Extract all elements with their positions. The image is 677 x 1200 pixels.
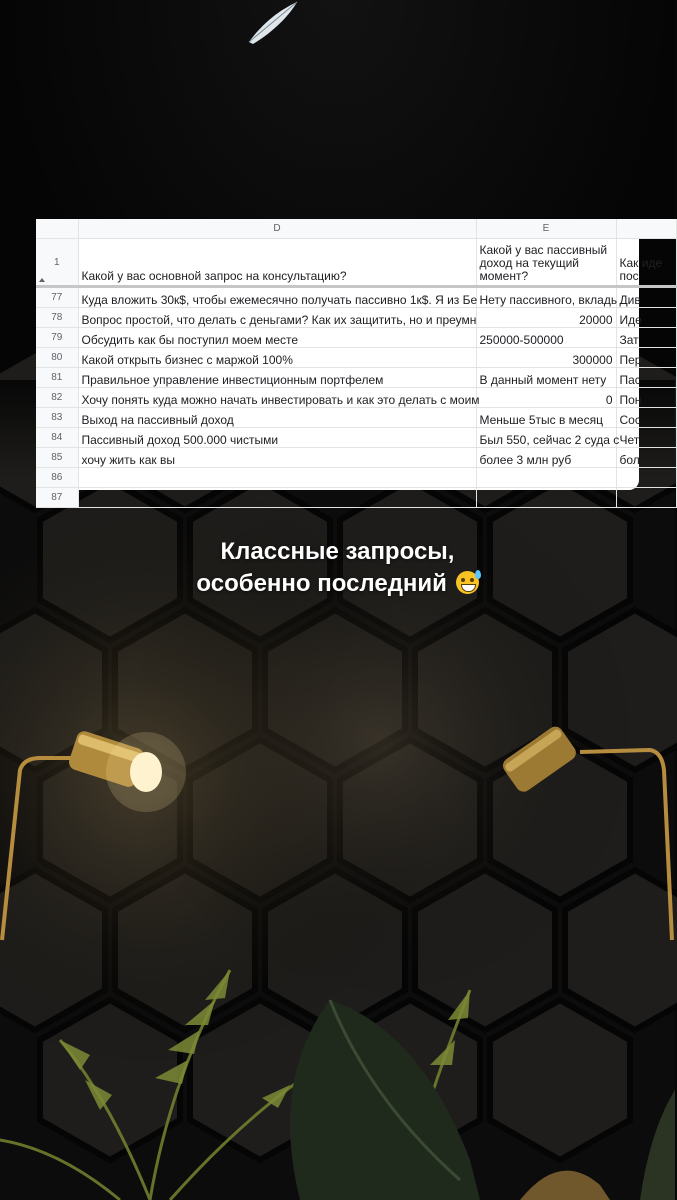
cell-next[interactable]: Пер	[616, 348, 676, 368]
cell-passive-income[interactable]: 250000-500000	[476, 328, 616, 348]
header-cell-request[interactable]: Какой у вас основной запрос на консультацию?	[78, 239, 476, 287]
row-number[interactable]: 81	[36, 368, 78, 388]
cell-passive-income[interactable]	[476, 468, 616, 488]
table-row	[36, 308, 676, 328]
cell-passive-income[interactable]	[476, 488, 616, 508]
cell-request[interactable]: Выход на пассивный доход	[78, 408, 476, 428]
row-number[interactable]: 85	[36, 448, 78, 468]
cell-next[interactable]: Чет	[616, 428, 676, 448]
cell-request[interactable]: хочу жить как вы	[78, 448, 476, 468]
row-number[interactable]: 82	[36, 388, 78, 408]
table-row	[36, 287, 676, 308]
plants-foreground	[0, 930, 675, 1200]
cell-passive-income[interactable]: Был 550, сейчас 2 суда с	[476, 428, 616, 448]
cell-next[interactable]: Пас	[616, 368, 676, 388]
cell-request[interactable]: Какой открыть бизнес с маржой 100%	[78, 348, 476, 368]
column-header-e[interactable]: E	[476, 219, 616, 239]
cell-next[interactable]: Сос	[616, 408, 676, 428]
sort-arrow-icon	[39, 278, 45, 282]
grinning-face-with-sweat-icon	[456, 571, 479, 594]
table-row	[36, 448, 676, 468]
cell-passive-income[interactable]: более 3 млн руб	[476, 448, 616, 468]
cell-passive-income[interactable]: В данный момент нету	[476, 368, 616, 388]
cell-request[interactable]	[78, 488, 476, 508]
cell-request[interactable]	[78, 468, 476, 488]
cell-next[interactable]: Зат	[616, 328, 676, 348]
row-number[interactable]: 78	[36, 308, 78, 328]
row-number[interactable]: 86	[36, 468, 78, 488]
table-row	[36, 468, 676, 488]
cell-next[interactable]: Див	[616, 287, 676, 308]
cell-request[interactable]: Куда вложить 30к$, чтобы ежемесячно получать пассивно 1к$. Я из Бе	[78, 287, 476, 308]
cell-next[interactable]: Иде	[616, 308, 676, 328]
table-row	[36, 348, 676, 368]
table-row	[36, 428, 676, 448]
row-number-1[interactable]: 1	[36, 239, 78, 287]
row-number[interactable]: 87	[36, 488, 78, 508]
table-row	[36, 368, 676, 388]
spreadsheet-screenshot	[36, 219, 663, 503]
cell-passive-income[interactable]: 20000	[476, 308, 616, 328]
cell-request[interactable]: Хочу понять куда можно начать инвестировать и как это делать с моим	[78, 388, 476, 408]
cell-request[interactable]: Вопрос простой, что делать с деньгами? Как их защитить, но и преумн	[78, 308, 476, 328]
cell-passive-income[interactable]: Меньше 5тыс в месяц	[476, 408, 616, 428]
cell-next[interactable]	[616, 468, 676, 488]
cell-passive-income[interactable]: 0	[476, 388, 616, 408]
feather-decoration	[245, 0, 305, 50]
story-caption	[0, 536, 675, 600]
cell-passive-income[interactable]: 300000	[476, 348, 616, 368]
table-row	[36, 388, 676, 408]
corner-cell[interactable]	[36, 219, 78, 239]
caption-line-2: особенно последний	[196, 570, 447, 597]
table-row	[36, 488, 676, 508]
row-number[interactable]: 84	[36, 428, 78, 448]
cell-request[interactable]: Обсудить как бы поступил моем месте	[78, 328, 476, 348]
column-header-d[interactable]: D	[78, 219, 476, 239]
table-row	[36, 408, 676, 428]
header-cell-passive-income[interactable]: Какой у вас пассивный доход на текущий момент?	[476, 239, 616, 287]
column-header-f[interactable]	[616, 219, 676, 239]
table-header-row	[36, 239, 676, 287]
row-number[interactable]: 83	[36, 408, 78, 428]
cell-next[interactable]	[616, 488, 676, 508]
row-number[interactable]: 77	[36, 287, 78, 308]
row-number[interactable]: 80	[36, 348, 78, 368]
column-header-row	[36, 219, 676, 239]
table-row	[36, 328, 676, 348]
header-cell-next[interactable]: Как иде пос	[616, 239, 676, 287]
cell-next[interactable]: бол	[616, 448, 676, 468]
row-number[interactable]: 79	[36, 328, 78, 348]
cell-request[interactable]: Правильное управление инвестиционным портфелем	[78, 368, 476, 388]
cell-next[interactable]: Пон	[616, 388, 676, 408]
cell-passive-income[interactable]: Нету пассивного, вкладь	[476, 287, 616, 308]
caption-line-1: Классные запросы,	[220, 538, 455, 565]
cell-request[interactable]: Пассивный доход 500.000 чистыми	[78, 428, 476, 448]
